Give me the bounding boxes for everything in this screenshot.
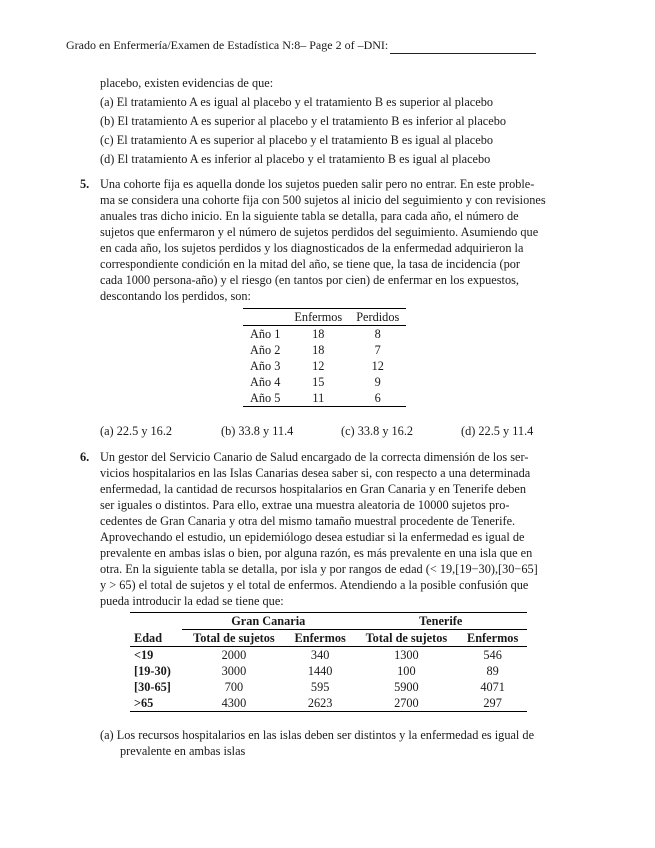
q6-line: Un gestor del Servicio Canario de Salud encargado de la correcta dimensión de los ser- <box>100 450 529 464</box>
header-title: Grado en Enfermería/Examen de Estadística N:8– Page 2 of <box>66 38 355 52</box>
table-cell: [19-30) <box>134 664 171 678</box>
q6-line: Aprovechando el estudio, un epidemiólogo desea estudiar si la enfermedad es igual de <box>100 530 525 544</box>
table-header: Perdidos <box>349 309 406 326</box>
q6-line: y > 65) el total de sujetos y el total de enfermos. Atendiendo a la posible confusión que <box>100 578 529 592</box>
table-row <box>243 374 406 390</box>
page-header <box>66 38 536 54</box>
table-header-row <box>130 630 527 647</box>
table-cell: 11 <box>312 391 325 405</box>
q4-option-c[interactable]: (c) El tratamiento A es superior al placebo y el tratamiento B es igual al placebo <box>100 133 494 147</box>
table-cell: 12 <box>312 359 325 373</box>
table-cell: 9 <box>374 375 381 389</box>
table-row <box>243 358 406 374</box>
table-cell: Año 4 <box>250 375 281 389</box>
table-cell: [30-65] <box>134 680 171 694</box>
q6-number: 6. <box>80 450 90 464</box>
q5-number: 5. <box>80 177 90 191</box>
q5-line: descontando los perdidos, son: <box>100 289 251 303</box>
q5-line: cada 1000 persona-año) y el riesgo (en tantos por cien) de enfermar en los expuestos, <box>100 273 519 287</box>
q5-option-c[interactable]: (c) 33.8 y 16.2 <box>341 424 414 438</box>
q6-line: ser iguales o distintos. Para ello, extrae una muestra aleatoria de 10000 sujetos pro- <box>100 498 510 512</box>
table-row <box>243 390 406 407</box>
table-header: Enfermos <box>294 631 346 645</box>
table-cell: 2623 <box>307 696 333 710</box>
cohort-table <box>243 308 406 407</box>
table-cell: 2700 <box>394 696 419 710</box>
table-header: Enfermos <box>287 309 349 326</box>
q5-line: Una cohorte fija es aquella donde los sujetos pueden salir pero no entrar. En este proble- <box>100 177 535 191</box>
table-row <box>130 647 527 664</box>
q4-option-a[interactable]: (a) El tratamiento A es igual al placebo y el tratamiento B es superior al placebo <box>100 95 494 109</box>
table-cell: 18 <box>312 327 325 341</box>
table-row <box>130 695 527 712</box>
table-cell: Año 5 <box>250 391 281 405</box>
table-cell: 18 <box>312 343 325 357</box>
table-cell: 340 <box>310 648 330 662</box>
table-cell: 4071 <box>480 680 505 694</box>
table-cell: 8 <box>374 327 381 341</box>
table-group-row <box>130 613 527 630</box>
table-row <box>243 326 406 343</box>
q4-option-d[interactable]: (d) El tratamiento A es inferior al placebo y el tratamiento B es igual al placebo <box>100 152 491 166</box>
q6-line: enfermedad, la cantidad de recursos hospitalarios en Gran Canaria y en Tenerife deben <box>100 482 527 496</box>
table-cell: 700 <box>224 680 244 694</box>
q5-line: en cada año, los sujetos perdidos y los diagnosticados de la enfermedad adquirieron la <box>100 241 524 255</box>
table-cell: 12 <box>371 359 384 373</box>
table-cell: Año 2 <box>250 343 281 357</box>
island-table <box>130 612 527 712</box>
table-cell: 1440 <box>307 664 333 678</box>
table-cell: <19 <box>134 648 154 662</box>
table-cell: 15 <box>312 375 325 389</box>
q6-line: otra. En la siguiente tabla se detalla, por isla y por rangos de edad (< 19,[19−30),[30−65] <box>100 562 538 576</box>
q5-option-b[interactable]: (b) 33.8 y 11.4 <box>221 424 294 438</box>
table-cell: 7 <box>374 343 381 357</box>
table-header <box>243 309 287 326</box>
table-row <box>243 342 406 358</box>
table-header: Total de sujetos <box>193 631 275 645</box>
table-cell: 5900 <box>394 680 419 694</box>
q5-option-a[interactable]: (a) 22.5 y 16.2 <box>100 424 173 438</box>
group-gran-canaria: Gran Canaria <box>182 613 354 630</box>
q6-line: pueda introducir la edad se tiene que: <box>100 594 284 608</box>
q5-line: sujetos que enfermaron y el número de sujetos perdidos del seguimiento. Asumiendo que <box>100 225 539 239</box>
q5-line: correspondiente condición en la mitad del año, se tiene que, la tasa de incidencia (por <box>100 257 520 271</box>
q6-line: prevalente en ambas islas o bien, por alguna razón, es más prevalente en una isla que en <box>100 546 533 560</box>
table-header: Total de sujetos <box>365 631 448 645</box>
q4-intro: placebo, existen evidencias de que: <box>100 76 274 90</box>
table-cell: 1300 <box>394 648 419 662</box>
table-cell: 595 <box>310 680 330 694</box>
dni-label: –DNI: <box>357 38 389 52</box>
q5-option-d[interactable]: (d) 22.5 y 11.4 <box>461 424 534 438</box>
table-row <box>130 663 527 679</box>
table-cell: 89 <box>486 664 499 678</box>
table-header: Enfermos <box>467 631 519 645</box>
table-cell: >65 <box>134 696 154 710</box>
table-cell: 546 <box>483 648 502 662</box>
table-cell: 4300 <box>221 696 247 710</box>
q6-option-a-cont: prevalente en ambas islas <box>120 744 246 758</box>
q4-option-b[interactable]: (b) El tratamiento A es superior al placebo y el tratamiento B es inferior al placebo <box>100 114 506 128</box>
table-header: Edad <box>134 630 163 645</box>
table-cell: Año 1 <box>250 327 281 341</box>
dni-field[interactable] <box>390 38 536 54</box>
q5-line: anuales tras dicho inicio. En la siguiente tabla se detalla, para cada año, el número de <box>100 209 519 223</box>
table-header-row <box>243 309 406 326</box>
group-tenerife: Tenerife <box>354 613 527 630</box>
table-cell: Año 3 <box>250 359 281 373</box>
q6-line: vicios hospitalarios en las Islas Canarias desea saber si, con respecto a una determinada <box>100 466 531 480</box>
table-cell: 6 <box>374 391 381 405</box>
table-cell: 297 <box>483 696 502 710</box>
table-row <box>130 679 527 695</box>
table-cell: 2000 <box>221 648 247 662</box>
table-cell: 100 <box>397 664 416 678</box>
q6-option-a[interactable]: (a) Los recursos hospitalarios en las islas deben ser distintos y la enfermedad es igual de <box>100 728 535 742</box>
q6-line: cedentes de Gran Canaria y otra del mismo tamaño muestral procedente de Tenerife. <box>100 514 516 528</box>
q5-line: ma se considera una cohorte fija con 500 sujetos al inicio del seguimiento y con revisiones <box>100 193 546 207</box>
table-cell: 3000 <box>221 664 247 678</box>
